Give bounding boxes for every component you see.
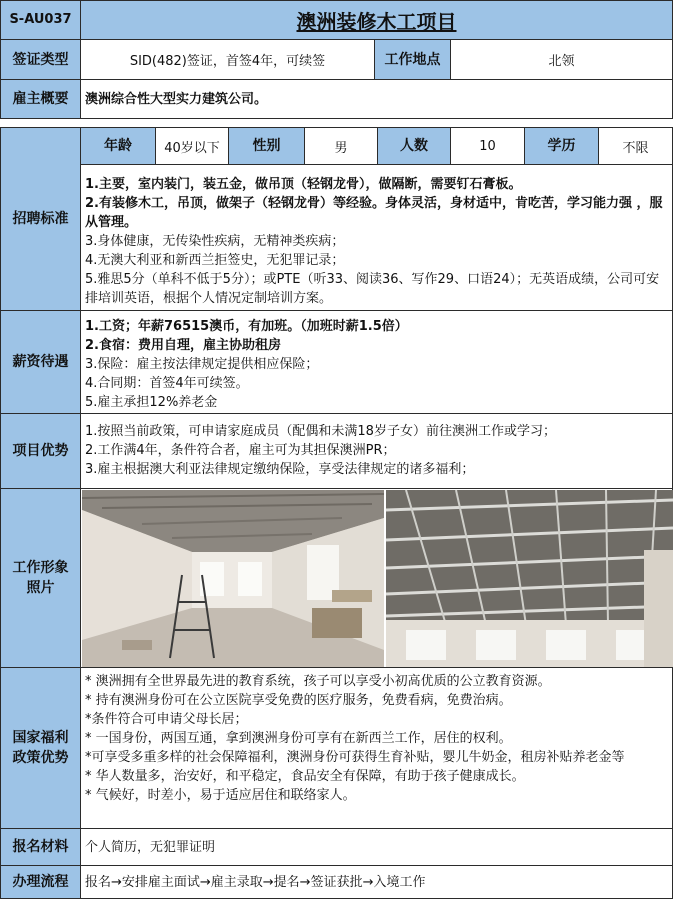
process-value: 报名→安排雇主面试→雇主录取→提名→签证获批→入境工作: [80, 865, 673, 899]
recruitment-label: 招聘标准: [0, 127, 81, 311]
count-value: 10: [450, 127, 525, 165]
welfare-line: * 华人数量多，治安好，和平稳定，食品安全有保障，有助于孩子健康成长。: [85, 769, 525, 784]
welfare-line: * 澳洲拥有全世界最先进的教育系统，孩子可以享受小初高优质的公立教育资源。: [85, 674, 551, 689]
salary-details: [80, 310, 673, 414]
age-value: 40岁以下: [155, 127, 229, 165]
requirement-line: 5.雅思5分（单科不低于5分）；或PTE（听33、阅读36、写作29、口语24）；无英语成绩，公司可安排培训英语，根据个人情况定制培训方案。: [85, 272, 660, 306]
process-label: 办理流程: [0, 865, 81, 899]
welfare-label: 国家福利政策优势: [0, 667, 81, 829]
room-interior-photo: [82, 490, 384, 667]
visa-type-label: 签证类型: [0, 39, 81, 80]
project-code: S-AU037: [0, 0, 81, 40]
ceiling-framing-photo: [386, 490, 673, 667]
work-location-label: 工作地点: [374, 39, 451, 80]
count-label: 人数: [377, 127, 451, 165]
employer-value: 澳洲综合性大型实力建筑公司。: [80, 79, 673, 119]
advantages-details: [80, 413, 673, 489]
gender-value: 男: [304, 127, 378, 165]
title-cell: [80, 0, 673, 40]
advantage-line: 2.工作满4年，条件符合者，雇主可为其担保澳洲PR；: [85, 443, 396, 458]
materials-value: 个人简历，无犯罪证明: [80, 828, 673, 866]
welfare-line: *条件符合可申请父母长居；: [85, 712, 248, 727]
requirement-line: 4.无澳大利亚和新西兰拒签史，无犯罪记录；: [85, 253, 345, 268]
photos-label: 工作形象照片: [0, 488, 81, 668]
welfare-line: * 持有澳洲身份可在公立医院享受免费的医疗服务，免费看病，免费治病。: [85, 693, 512, 708]
work-location-value: 北领: [450, 39, 673, 80]
salary-line: 3.保险：雇主按法律规定提供相应保险；: [85, 357, 319, 372]
employer-label: 雇主概要: [0, 79, 81, 119]
page-title: 澳洲装修木工项目: [296, 9, 457, 34]
recruitment-requirements: [80, 164, 673, 311]
salary-line: 1.工资；年薪76515澳币，有加班。（加班时薪1.5倍）: [85, 319, 408, 334]
advantage-line: 1.按照当前政策，可申请家庭成员（配偶和未满18岁子女）前往澳洲工作或学习；: [85, 424, 556, 439]
advantage-line: 3.雇主根据澳大利亚法律规定缴纳保险，享受法律规定的诸多福利；: [85, 462, 475, 477]
welfare-line: * 气候好，时差小，易于适应居住和联络家人。: [85, 788, 356, 803]
education-value: 不限: [598, 127, 673, 165]
welfare-details: [80, 667, 673, 829]
requirement-line: 3.身体健康，无传染性疾病，无精神类疾病；: [85, 234, 345, 249]
age-label: 年龄: [80, 127, 156, 165]
welfare-line: * 一国身份，两国互通，拿到澳洲身份可享有在新西兰工作，居住的权利。: [85, 731, 512, 746]
salary-line: 4.合同期：首签4年可续签。: [85, 376, 249, 391]
salary-line: 5.雇主承担12%养老金: [85, 395, 218, 410]
photos-cell: [80, 488, 673, 668]
materials-label: 报名材料: [0, 828, 81, 866]
education-label: 学历: [524, 127, 599, 165]
visa-type-value: SID(482)签证，首签4年，可续签: [80, 39, 375, 80]
advantages-label: 项目优势: [0, 413, 81, 489]
gender-label: 性别: [228, 127, 305, 165]
salary-label: 薪资待遇: [0, 310, 81, 414]
requirement-line: 1.主要，室内装门，装五金，做吊顶（轻钢龙骨），做隔断，需要钉石膏板。: [85, 177, 522, 192]
salary-line: 2.食宿：费用自理，雇主协助租房: [85, 338, 281, 353]
welfare-line: *可享受多重多样的社会保障福利，澳洲身份可获得生育补贴，婴儿牛奶金，租房补贴养老金等: [85, 750, 625, 765]
requirement-line: 2.有装修木工，吊顶，做架子（轻钢龙骨）等经验。身体灵活，身材适中，肯吃苦，学习能力强 ，服从管理。: [85, 196, 663, 230]
